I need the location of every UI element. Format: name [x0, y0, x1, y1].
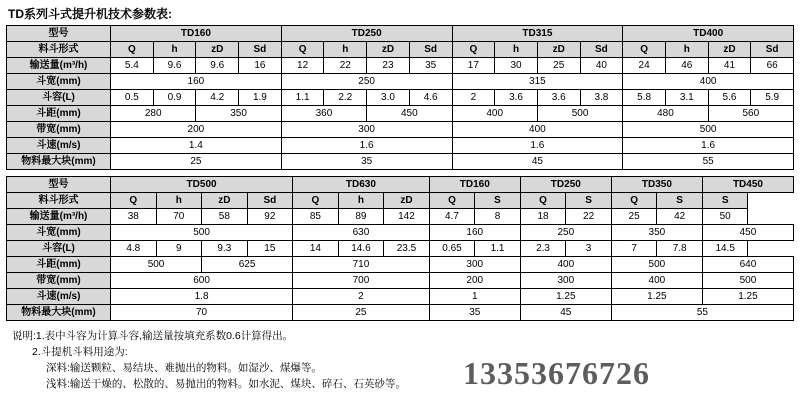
cell: 40	[580, 58, 623, 74]
cell: 250	[520, 225, 611, 241]
spec-table-1	[6, 25, 794, 170]
cell: Q	[281, 42, 324, 58]
cell: 22	[566, 209, 612, 225]
cell: 92	[247, 209, 293, 225]
row-label-max-lump: 物料最大块(mm)	[7, 154, 111, 170]
cell: 625	[202, 257, 293, 273]
cell: 3.0	[367, 90, 410, 106]
table-row-belt-width	[7, 273, 794, 289]
cell: 35	[281, 154, 452, 170]
table-row-bucket-width	[7, 225, 794, 241]
table-row-bucket-pitch	[7, 257, 794, 273]
cell: 360	[281, 106, 366, 122]
cell: 12	[281, 58, 324, 74]
cell: 142	[384, 209, 430, 225]
cell: Sd	[751, 42, 794, 58]
page-title: TD系列斗式提升机技术参数表:	[8, 7, 172, 21]
cell: 45	[452, 154, 623, 170]
cell: Sd	[580, 42, 623, 58]
cell: 500	[611, 257, 702, 273]
cell: 4.8	[111, 241, 157, 257]
row-label-belt-speed: 斗速(m/s)	[7, 289, 111, 305]
cell: 4.7	[429, 209, 475, 225]
cell: Q	[429, 193, 475, 209]
cell: 160	[429, 225, 520, 241]
row-label-belt-speed: 斗速(m/s)	[7, 138, 111, 154]
cell: 55	[623, 154, 794, 170]
model-cell: TD630	[293, 177, 430, 193]
cell: 14.6	[338, 241, 384, 257]
cell: 89	[338, 209, 384, 225]
row-label-bucket-shape: 料斗形式	[7, 193, 111, 209]
cell: zD	[196, 42, 239, 58]
cell: Q	[520, 193, 566, 209]
cell: 14	[293, 241, 339, 257]
row-label-bucket-width: 斗宽(mm)	[7, 225, 111, 241]
cell: 200	[111, 122, 282, 138]
cell: S	[475, 193, 521, 209]
cell: 3	[566, 241, 612, 257]
row-label-bucket-pitch: 斗距(mm)	[7, 257, 111, 273]
cell: 25	[293, 305, 430, 321]
table-row-max-lump	[7, 305, 794, 321]
note-line-1: 说明:1.表中斗容为计算斗容,输送量按填充系数0.6计算得出。	[12, 330, 294, 342]
cell: 700	[293, 273, 430, 289]
cell: 18	[520, 209, 566, 225]
cell: 1.6	[623, 138, 794, 154]
cell: 250	[281, 74, 452, 90]
cell: 1	[429, 289, 520, 305]
row-label-bucket-volume: 斗容(L)	[7, 241, 111, 257]
cell: 46	[665, 58, 708, 74]
cell: 400	[611, 273, 702, 289]
cell: S	[657, 193, 703, 209]
cell: Q	[611, 193, 657, 209]
cell: 480	[623, 106, 708, 122]
cell: 70	[156, 209, 202, 225]
cell: 400	[452, 106, 537, 122]
cell: h	[153, 42, 196, 58]
row-label-bucket-shape: 料斗形式	[7, 42, 111, 58]
cell: Sd	[239, 42, 282, 58]
cell: 9	[156, 241, 202, 257]
cell: 23	[367, 58, 410, 74]
cell: 5.8	[623, 90, 666, 106]
cell: 300	[520, 273, 611, 289]
cell: Q	[111, 193, 157, 209]
row-label-belt-width: 带宽(mm)	[7, 273, 111, 289]
cell: 1.1	[281, 90, 324, 106]
table-row-belt-width	[7, 122, 794, 138]
cell: zD	[708, 42, 751, 58]
cell: 45	[520, 305, 611, 321]
cell: Sd	[409, 42, 452, 58]
row-label-capacity: 输送量(m³/h)	[7, 58, 111, 74]
cell: 17	[452, 58, 495, 74]
cell: 3.8	[580, 90, 623, 106]
cell: 35	[429, 305, 520, 321]
cell: 38	[111, 209, 157, 225]
cell: 66	[751, 58, 794, 74]
cell: S	[702, 193, 748, 209]
cell: 630	[293, 225, 430, 241]
cell: 5.9	[751, 90, 794, 106]
cell: 3.6	[495, 90, 538, 106]
cell: 160	[111, 74, 282, 90]
watermark-phone: 13353676726	[463, 355, 650, 391]
cell: 30	[495, 58, 538, 74]
cell: 7	[611, 241, 657, 257]
table-row-bucket-shape	[7, 193, 794, 209]
cell: 70	[111, 305, 293, 321]
cell: 25	[111, 154, 282, 170]
cell: 350	[611, 225, 702, 241]
cell: 400	[452, 122, 623, 138]
row-label-bucket-width: 斗宽(mm)	[7, 74, 111, 90]
cell: 5.4	[111, 58, 154, 74]
table-row-capacity	[7, 209, 794, 225]
cell: zD	[202, 193, 248, 209]
cell: 50	[702, 209, 748, 225]
cell: 1.6	[452, 138, 623, 154]
table-row-belt-speed	[7, 289, 794, 305]
cell: 8	[475, 209, 521, 225]
table-row-model	[7, 177, 794, 193]
model-cell: TD350	[611, 177, 702, 193]
note-line-4: 浅料:输送干燥的、松散的、易抛出的物料。如水泥、煤块、碎石、石英砂等。	[46, 378, 406, 390]
cell: zD	[384, 193, 430, 209]
note-line-2: 2.斗提机斗料用途为:	[32, 346, 128, 358]
cell: 400	[623, 74, 794, 90]
cell: Q	[623, 42, 666, 58]
cell: 315	[452, 74, 623, 90]
cell: 55	[611, 305, 793, 321]
cell: 25	[611, 209, 657, 225]
cell: 2	[293, 289, 430, 305]
cell: 0.9	[153, 90, 196, 106]
cell: 500	[111, 257, 202, 273]
cell: 1.9	[239, 90, 282, 106]
note-line-3: 深料:输送颗粒、易结块、难抛出的物料。如湿沙、煤爆等。	[46, 362, 322, 374]
cell: 15	[247, 241, 293, 257]
cell: 1.8	[111, 289, 293, 305]
cell: Q	[293, 193, 339, 209]
cell: Q	[111, 42, 154, 58]
table-row-bucket-shape	[7, 42, 794, 58]
model-cell: TD450	[702, 177, 793, 193]
cell: 25	[537, 58, 580, 74]
table-row-capacity	[7, 58, 794, 74]
model-cell: TD250	[520, 177, 611, 193]
cell: h	[324, 42, 367, 58]
cell: 450	[367, 106, 452, 122]
cell: 200	[429, 273, 520, 289]
model-cell: TD500	[111, 177, 293, 193]
cell: 22	[324, 58, 367, 74]
cell: 9.6	[153, 58, 196, 74]
cell: 500	[111, 225, 293, 241]
cell: h	[665, 42, 708, 58]
cell: 280	[111, 106, 196, 122]
notes-block	[6, 328, 794, 392]
cell: 500	[537, 106, 622, 122]
cell: h	[156, 193, 202, 209]
cell: Sd	[247, 193, 293, 209]
cell: 350	[196, 106, 281, 122]
cell: 450	[702, 225, 793, 241]
cell: 5.6	[708, 90, 751, 106]
cell: 3.6	[537, 90, 580, 106]
cell: zD	[367, 42, 410, 58]
cell: 16	[239, 58, 282, 74]
row-label-bucket-volume: 斗容(L)	[7, 90, 111, 106]
cell: 24	[623, 58, 666, 74]
cell: 14.5	[702, 241, 748, 257]
cell: 2	[452, 90, 495, 106]
cell: 2.2	[324, 90, 367, 106]
cell: 0.5	[111, 90, 154, 106]
cell: 85	[293, 209, 339, 225]
cell: zD	[537, 42, 580, 58]
table-row-bucket-volume	[7, 241, 794, 257]
row-label-capacity: 输送量(m³/h)	[7, 209, 111, 225]
cell: 7.8	[657, 241, 703, 257]
model-cell: TD315	[452, 26, 623, 42]
cell: 3.1	[665, 90, 708, 106]
cell: 400	[520, 257, 611, 273]
cell: 1.25	[520, 289, 611, 305]
row-label-max-lump: 物料最大块(mm)	[7, 305, 111, 321]
cell: 500	[623, 122, 794, 138]
cell: 41	[708, 58, 751, 74]
cell: 42	[657, 209, 703, 225]
cell: 23.5	[384, 241, 430, 257]
cell: 1.1	[475, 241, 521, 257]
cell: 1.25	[611, 289, 702, 305]
cell: 300	[429, 257, 520, 273]
cell: 1.25	[702, 289, 793, 305]
cell: 9.3	[202, 241, 248, 257]
cell: S	[566, 193, 612, 209]
cell: h	[495, 42, 538, 58]
cell: 4.6	[409, 90, 452, 106]
row-label-bucket-pitch: 斗距(mm)	[7, 106, 111, 122]
table-row-bucket-pitch	[7, 106, 794, 122]
table-row-bucket-width	[7, 74, 794, 90]
cell: Q	[452, 42, 495, 58]
cell: 300	[281, 122, 452, 138]
cell: 4.2	[196, 90, 239, 106]
cell: h	[338, 193, 384, 209]
table-row-max-lump	[7, 154, 794, 170]
cell: 640	[702, 257, 793, 273]
cell: 1.6	[281, 138, 452, 154]
cell: 560	[708, 106, 793, 122]
model-cell: TD160	[111, 26, 282, 42]
cell: 9.6	[196, 58, 239, 74]
row-label-belt-width: 带宽(mm)	[7, 122, 111, 138]
cell: 2.3	[520, 241, 566, 257]
table-row-bucket-volume	[7, 90, 794, 106]
cell: 0.65	[429, 241, 475, 257]
spec-table-2	[6, 176, 794, 321]
cell: 600	[111, 273, 293, 289]
row-label-model: 型号	[7, 177, 111, 193]
table-row-belt-speed	[7, 138, 794, 154]
cell: 58	[202, 209, 248, 225]
cell: 710	[293, 257, 430, 273]
cell: 500	[702, 273, 793, 289]
model-cell: TD160	[429, 177, 520, 193]
row-label-model: 型号	[7, 26, 111, 42]
model-cell: TD250	[281, 26, 452, 42]
table-row-model	[7, 26, 794, 42]
model-cell: TD400	[623, 26, 794, 42]
cell: 1.4	[111, 138, 282, 154]
cell: 35	[409, 58, 452, 74]
